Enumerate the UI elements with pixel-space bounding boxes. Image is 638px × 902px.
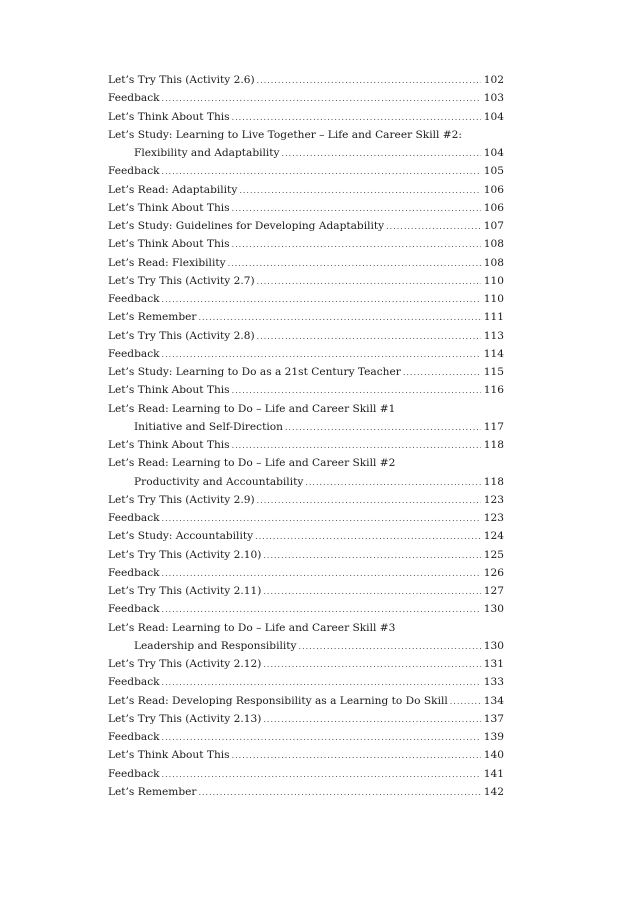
- dot-leader: [257, 273, 481, 291]
- toc-entry-title: Feedback: [108, 676, 160, 689]
- toc-entry-page: 103: [483, 92, 504, 105]
- dot-leader: [162, 90, 481, 108]
- toc-entry: [108, 527, 504, 545]
- toc-entry-title: Flexibility and Adaptability: [134, 147, 280, 159]
- dot-leader: [282, 145, 481, 163]
- dot-leader: [162, 674, 481, 692]
- toc-entry: [108, 637, 504, 655]
- toc-entry-title: Let’s Remember: [108, 311, 197, 324]
- toc-entry-title: Feedback: [108, 92, 160, 105]
- toc-entry-title: Let’s Try This (Activity 2.13): [108, 712, 262, 725]
- toc-entry-title: Let’s Read: Flexibility: [108, 256, 226, 269]
- toc-entry-title: Let’s Think About This: [108, 439, 230, 451]
- toc-entry: [108, 582, 504, 600]
- toc-entry-page: 123: [483, 493, 504, 506]
- toc-entry: [108, 491, 504, 509]
- toc-entry-title: Let’s Try This (Activity 2.7): [108, 274, 255, 287]
- dot-leader: [162, 565, 481, 583]
- toc-entry: [108, 290, 504, 308]
- toc-section-heading: [108, 619, 504, 637]
- toc-entry: [108, 673, 504, 691]
- dot-leader: [232, 747, 481, 765]
- toc-entry-page: 127: [483, 585, 504, 597]
- toc-entry-page: 141: [483, 767, 504, 780]
- toc-entry: [108, 783, 504, 801]
- toc-entry-page: 114: [483, 347, 504, 360]
- dot-leader: [386, 218, 481, 236]
- toc-entry: [108, 600, 504, 618]
- toc-entry: [108, 418, 504, 436]
- toc-entry-title: Feedback: [108, 512, 160, 524]
- toc-entry-page: 142: [483, 785, 504, 798]
- toc-entry-page: 140: [483, 749, 504, 762]
- dot-leader: [285, 419, 481, 437]
- toc-entry: [108, 327, 504, 345]
- dot-leader: [263, 583, 480, 601]
- toc-entry-title: Let’s Read: Learning to Do – Life and Career Skill #3: [108, 621, 396, 634]
- toc-entry-title: Let’s Try This (Activity 2.12): [108, 658, 262, 670]
- toc-section-heading: [108, 454, 504, 472]
- toc-entry-title: Let’s Try This (Activity 2.11): [108, 585, 262, 597]
- toc-entry-page: 118: [483, 439, 504, 451]
- toc-entry-title: Let’s Try This (Activity 2.6): [108, 74, 255, 86]
- toc-entry-title: Feedback: [108, 165, 160, 178]
- toc-entry-page: 108: [483, 256, 504, 269]
- toc-entry-page: 124: [483, 530, 504, 543]
- toc-entry-title: Feedback: [108, 293, 160, 305]
- toc-entry: [108, 546, 504, 564]
- dot-leader: [232, 437, 481, 455]
- dot-leader: [450, 693, 481, 711]
- toc-entry-title: Feedback: [108, 603, 160, 616]
- toc-entry-title: Let’s Read: Developing Responsibility as a Learning to Do Skill: [108, 694, 448, 707]
- toc-entry: [108, 181, 504, 199]
- dot-leader: [239, 182, 480, 200]
- toc-entry: [108, 89, 504, 107]
- toc-entry-page: 104: [483, 147, 504, 159]
- toc-entry-title: Feedback: [108, 767, 160, 780]
- toc-entry: [108, 564, 504, 582]
- toc-entry: [108, 436, 504, 454]
- toc-entry-page: 117: [483, 420, 504, 433]
- toc-entry-title: Let’s Study: Guidelines for Developing Adaptability: [108, 220, 385, 232]
- toc-entry-title: Let’s Try This (Activity 2.8): [108, 329, 255, 342]
- toc-entry-title: Leadership and Responsibility: [134, 639, 297, 652]
- toc-entry-title: Let’s Think About This: [108, 238, 230, 251]
- dot-leader: [162, 729, 481, 747]
- toc-entry-page: 130: [483, 603, 504, 616]
- toc-entry: [108, 199, 504, 217]
- toc-entry-title: Let’s Study: Learning to Live Together – Life and Career Skill #2:: [108, 128, 462, 141]
- toc-entry-page: 113: [483, 329, 504, 342]
- toc-entry-page: 116: [483, 384, 504, 397]
- toc-entry: [108, 162, 504, 180]
- toc-entry-page: 133: [483, 676, 504, 689]
- toc-entry: [108, 235, 504, 253]
- toc-entry-title: Let’s Remember: [108, 785, 197, 798]
- dot-leader: [257, 328, 481, 346]
- toc-entry: [108, 345, 504, 363]
- toc-entry: [108, 710, 504, 728]
- toc-entry-title: Let’s Think About This: [108, 110, 230, 123]
- dot-leader: [299, 638, 481, 656]
- toc-entry-page: 137: [483, 712, 504, 725]
- toc-entry-title: Productivity and Accountability: [134, 475, 304, 488]
- toc-entry: [108, 254, 504, 272]
- toc-entry: [108, 363, 504, 381]
- toc-entry: [108, 765, 504, 783]
- toc-entry-page: 107: [483, 220, 504, 232]
- toc-entry-page: 110: [483, 293, 504, 305]
- dot-leader: [263, 547, 480, 565]
- toc-entry: [108, 728, 504, 746]
- toc-entry-title: Let’s Think About This: [108, 384, 230, 397]
- toc-entry: [108, 746, 504, 764]
- table-of-contents: [108, 71, 504, 801]
- toc-entry-page: 115: [483, 366, 504, 378]
- toc-entry-page: 111: [483, 311, 504, 324]
- toc-entry: [108, 381, 504, 399]
- toc-entry: [108, 71, 504, 89]
- dot-leader: [162, 601, 481, 619]
- toc-entry-page: 123: [483, 512, 504, 524]
- toc-entry-title: Feedback: [108, 731, 160, 743]
- toc-entry-page: 130: [483, 639, 504, 652]
- toc-entry: [108, 473, 504, 491]
- dot-leader: [263, 711, 480, 729]
- dot-leader: [232, 236, 481, 254]
- toc-entry-page: 108: [483, 238, 504, 251]
- toc-section-heading: [108, 400, 504, 418]
- toc-entry: [108, 272, 504, 290]
- dot-leader: [403, 364, 481, 382]
- toc-entry-page: 105: [483, 165, 504, 178]
- toc-entry-title: Let’s Read: Adaptability: [108, 183, 238, 196]
- toc-entry-title: Let’s Try This (Activity 2.9): [108, 493, 255, 506]
- toc-entry: [108, 308, 504, 326]
- toc-entry-page: 106: [483, 201, 504, 214]
- toc-entry: [108, 655, 504, 673]
- toc-entry: [108, 144, 504, 162]
- dot-leader: [257, 492, 481, 510]
- toc-entry-page: 104: [483, 110, 504, 123]
- toc-entry-page: 106: [483, 183, 504, 196]
- toc-entry-page: 134: [483, 694, 504, 707]
- toc-entry: [108, 217, 504, 235]
- toc-entry-title: Let’s Think About This: [108, 749, 230, 762]
- toc-entry-title: Let’s Study: Learning to Do as a 21st Century Teacher: [108, 366, 401, 378]
- dot-leader: [232, 382, 481, 400]
- toc-entry-title: Feedback: [108, 347, 160, 360]
- toc-entry: [108, 509, 504, 527]
- dot-leader: [162, 510, 481, 528]
- toc-entry-page: 102: [483, 74, 504, 86]
- toc-entry-page: 118: [483, 475, 504, 488]
- toc-section-heading: [108, 126, 504, 144]
- toc-entry-title: Feedback: [108, 566, 160, 579]
- toc-entry-page: 139: [483, 731, 504, 743]
- toc-entry-title: Let’s Read: Learning to Do – Life and Career Skill #2: [108, 457, 396, 470]
- dot-leader: [305, 474, 480, 492]
- toc-entry-title: Let’s Try This (Activity 2.10): [108, 548, 262, 561]
- toc-entry-page: 125: [483, 548, 504, 561]
- dot-leader: [228, 255, 481, 273]
- dot-leader: [162, 163, 481, 181]
- dot-leader: [198, 784, 480, 802]
- toc-entry-title: Let’s Think About This: [108, 201, 230, 214]
- dot-leader: [198, 309, 480, 327]
- toc-entry-page: 131: [483, 658, 504, 670]
- toc-entry-page: 126: [483, 566, 504, 579]
- dot-leader: [162, 766, 481, 784]
- dot-leader: [232, 109, 481, 127]
- dot-leader: [263, 656, 480, 674]
- toc-entry: [108, 108, 504, 126]
- toc-entry: [108, 692, 504, 710]
- dot-leader: [162, 346, 481, 364]
- dot-leader: [257, 72, 481, 90]
- dot-leader: [255, 528, 481, 546]
- toc-entry-title: Let’s Study: Accountability: [108, 530, 254, 543]
- toc-entry-title: Let’s Read: Learning to Do – Life and Career Skill #1: [108, 402, 396, 415]
- dot-leader: [162, 291, 481, 309]
- toc-entry-title: Initiative and Self-Direction: [134, 420, 283, 433]
- dot-leader: [232, 200, 481, 218]
- toc-entry-page: 110: [483, 274, 504, 287]
